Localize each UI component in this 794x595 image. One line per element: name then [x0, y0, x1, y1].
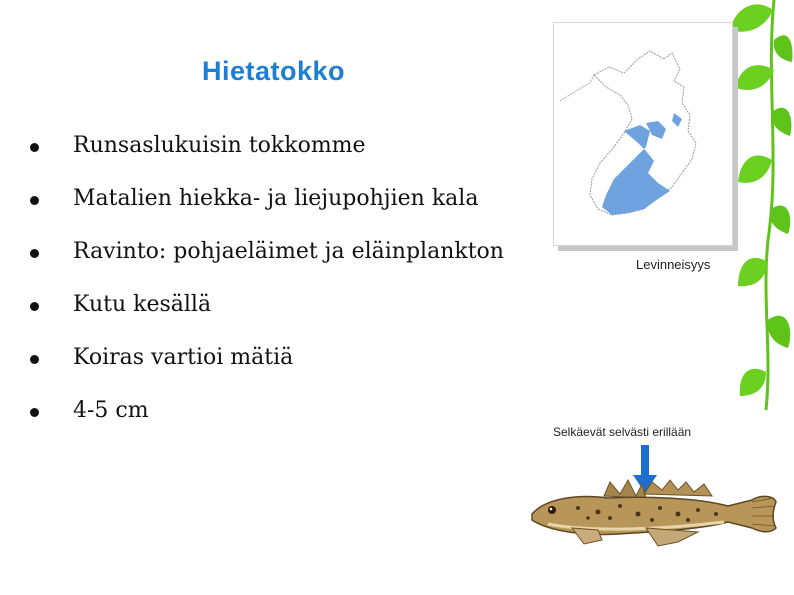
finland-map-icon: [554, 23, 732, 245]
fish-illustration-icon: [528, 472, 778, 554]
bullet-dot-icon: [30, 408, 39, 417]
bullet-text: Ravinto: pohjaeläimet ja eläinplankton: [73, 239, 504, 264]
bullet-dot-icon: [30, 302, 39, 311]
bullet-dot-icon: [30, 249, 39, 258]
map-caption: Levinneisyys: [636, 257, 711, 272]
bullet-dot-icon: [30, 143, 39, 152]
bullet-text: Runsaslukuisin tokkomme: [73, 133, 366, 158]
fin-annotation: Selkäevät selvästi erillään: [553, 425, 692, 439]
bullet-text: Matalien hiekka- ja liejupohjien kala: [73, 186, 479, 211]
bullet-text: Koiras vartioi mätiä: [73, 345, 294, 370]
bullet-text: Kutu kesällä: [73, 292, 212, 317]
distribution-map: [553, 22, 733, 246]
bullet-dot-icon: [30, 355, 39, 364]
slide-title: Hietatokko: [202, 56, 346, 86]
bullet-text: 4-5 cm: [73, 398, 149, 423]
bullet-dot-icon: [30, 196, 39, 205]
